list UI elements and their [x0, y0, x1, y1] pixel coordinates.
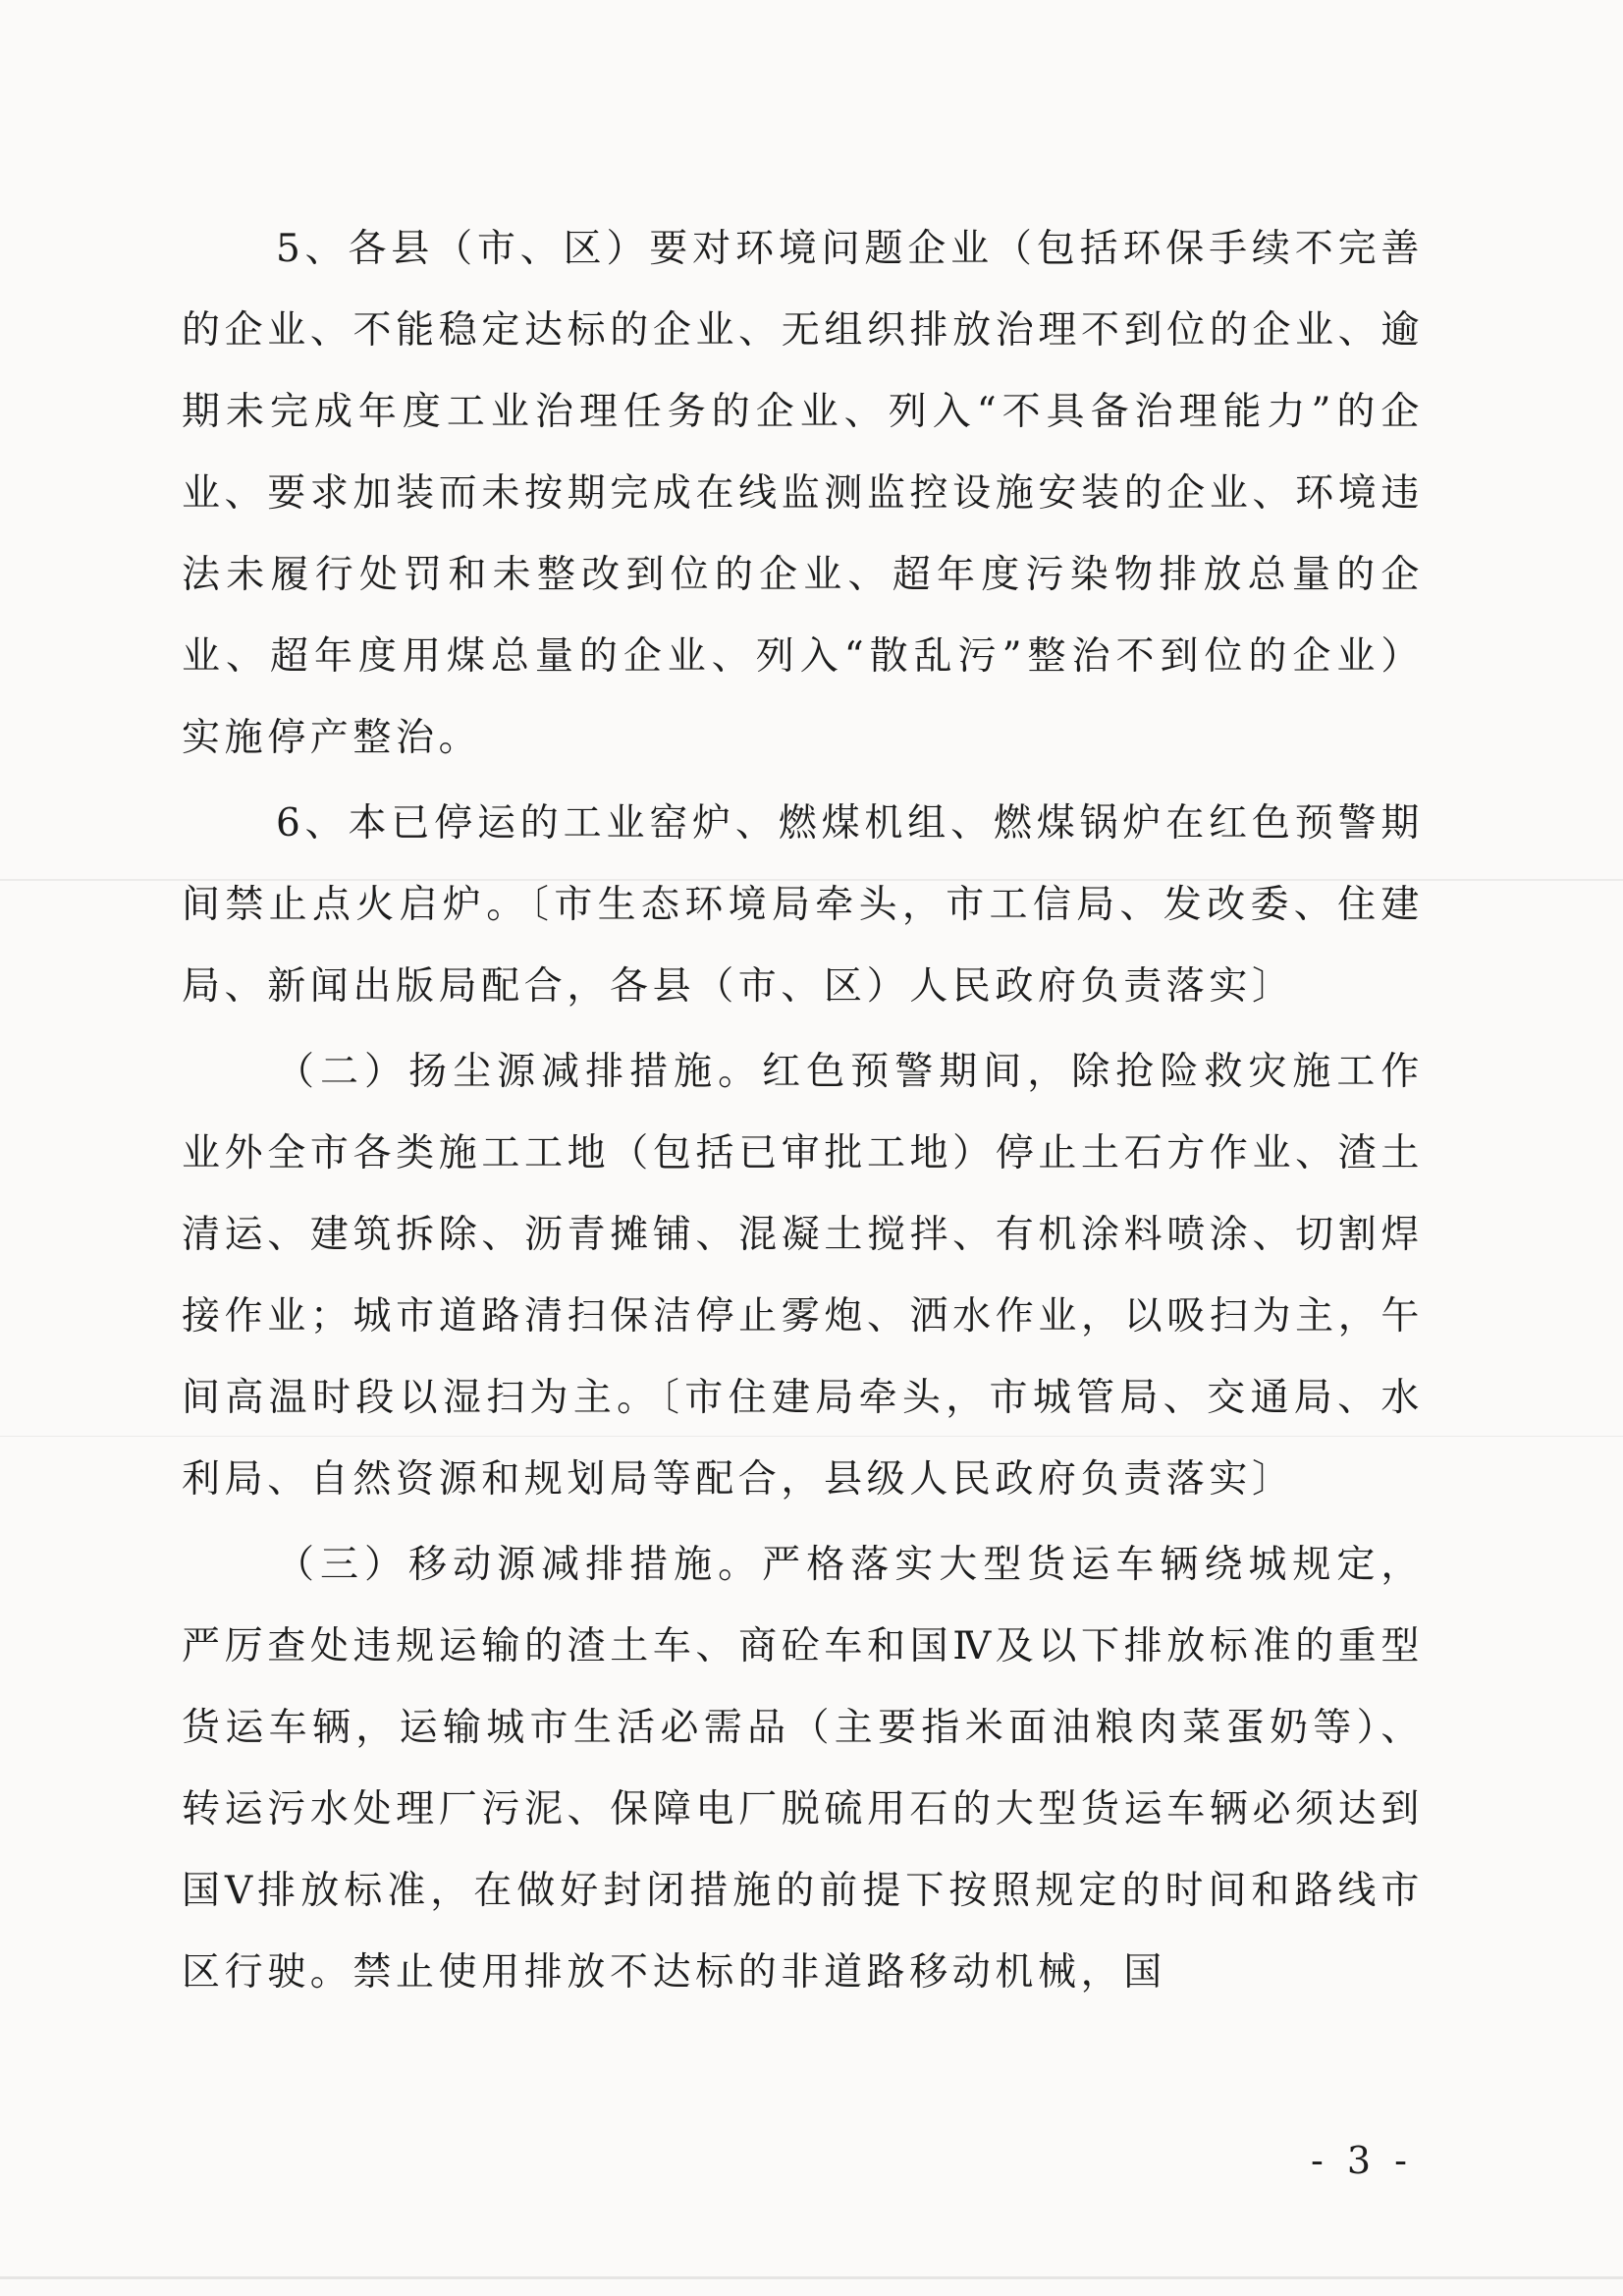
page-number: - 3 - [1311, 2139, 1414, 2182]
paragraph-item-5: 5、各县（市、区）要对环境问题企业（包括环保手续不完善的企业、不能稳定达标的企业、无组织排放治理不到位的企业、逾期未完成年度工业治理任务的企业、列入“不具备治理能力”的企业、要求加装而未按期完成在线监测监控设施安装的企业、环境违法未履行处罚和未整改到位的企业、超年度污染物排放总量的企业、超年度用煤总量的企业、列入“散乱污”整治不到位的企业）实施停产整治。 [182, 227, 1424, 760]
scan-artifact-line [0, 2276, 1623, 2279]
body-text [182, 208, 1424, 2013]
paragraph-dust-source-measures: （二）扬尘源减排措施。红色预警期间，除抢险救灾施工作业外全市各类施工工地（包括已审批工地）停止土石方作业、渣土清运、建筑拆除、沥青摊铺、混凝土搅拌、有机涂料喷涂、切割焊接作业；城市道路清扫保洁停止雾炮、洒水作业，以吸扫为主，午间高温时段以湿扫为主。〔市住建局牵头，市城管局、交通局、水利局、自然资源和规划局等配合，县级人民政府负责落实〕 [182, 1050, 1424, 1502]
paragraph-item-6: 6、本已停运的工业窑炉、燃煤机组、燃煤锅炉在红色预警期间禁止点火启炉。〔市生态环境局牵头，市工信局、发改委、住建局、新闻出版局配合，各县（市、区）人民政府负责落实〕 [182, 801, 1424, 1009]
paragraph-mobile-source-measures: （三）移动源减排措施。严格落实大型货运车辆绕城规定，严厉查处违规运输的渣土车、商砼车和国Ⅳ及以下排放标准的重型货运车辆，运输城市生活必需品（主要指米面油粮肉菜蛋奶等）、转运污水处理厂污泥、保障电厂脱硫用石的大型货运车辆必须达到国Ⅴ排放标准，在做好封闭措施的前提下按照规定的时间和路线市区行驶。禁止使用排放不达标的非道路移动机械，国 [182, 1543, 1424, 1995]
